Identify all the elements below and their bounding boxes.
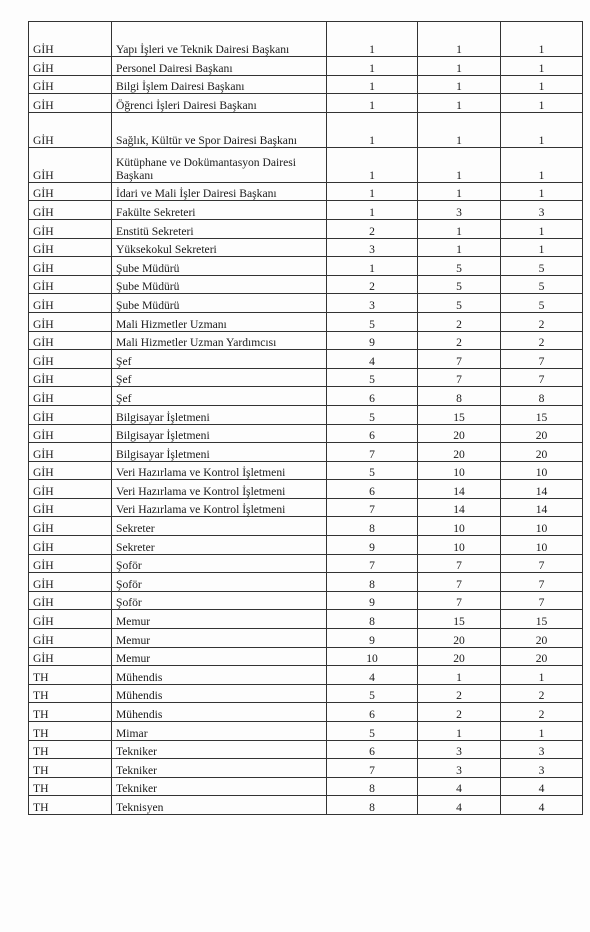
count-cell: 1 [418,22,501,57]
table-row [29,312,583,331]
position-title-cell: Yapı İşleri ve Teknik Dairesi Başkanı [112,22,327,57]
total-count-cell: 1 [501,147,583,182]
position-title-cell: Personel Dairesi Başkanı [112,57,327,76]
total-count-cell: 2 [501,312,583,331]
grade-cell: 1 [327,112,418,147]
grade-cell: 8 [327,517,418,536]
count-cell: 1 [418,112,501,147]
table-row [29,554,583,573]
class-cell: GİH [29,405,112,424]
position-title-cell: Mimar [112,722,327,741]
count-cell: 15 [418,405,501,424]
count-cell: 2 [418,703,501,722]
count-cell: 20 [418,443,501,462]
table-row [29,666,583,685]
total-count-cell: 10 [501,517,583,536]
class-cell: GİH [29,257,112,276]
total-count-cell: 1 [501,22,583,57]
count-cell: 4 [418,796,501,815]
class-cell: GİH [29,75,112,94]
count-cell: 4 [418,777,501,796]
count-cell: 20 [418,629,501,648]
position-title-cell: Bilgisayar İşletmeni [112,443,327,462]
class-cell: GİH [29,201,112,220]
count-cell: 3 [418,759,501,778]
class-cell: GİH [29,182,112,201]
count-cell: 5 [418,257,501,276]
grade-cell: 4 [327,350,418,369]
count-cell: 2 [418,312,501,331]
class-cell: GİH [29,424,112,443]
total-count-cell: 20 [501,443,583,462]
class-cell: TH [29,703,112,722]
table-row [29,443,583,462]
count-cell: 10 [418,536,501,555]
count-cell: 1 [418,722,501,741]
class-cell: GİH [29,387,112,406]
table-row [29,424,583,443]
position-title-cell: Mühendis [112,703,327,722]
table-row [29,629,583,648]
grade-cell: 1 [327,57,418,76]
table-row [29,498,583,517]
class-cell: GİH [29,331,112,350]
position-title-cell: Kütüphane ve Dokümantasyon Dairesi Başkanı [112,147,327,182]
grade-cell: 1 [327,257,418,276]
count-cell: 5 [418,294,501,313]
count-cell: 1 [418,219,501,238]
total-count-cell: 1 [501,57,583,76]
count-cell: 1 [418,147,501,182]
table-row [29,75,583,94]
table-row [29,536,583,555]
total-count-cell: 7 [501,591,583,610]
class-cell: GİH [29,517,112,536]
total-count-cell: 3 [501,740,583,759]
position-title-cell: Mali Hizmetler Uzman Yardımcısı [112,331,327,350]
grade-cell: 5 [327,684,418,703]
total-count-cell: 5 [501,294,583,313]
grade-cell: 3 [327,238,418,257]
total-count-cell: 2 [501,703,583,722]
position-title-cell: Yüksekokul Sekreteri [112,238,327,257]
class-cell: TH [29,722,112,741]
position-title-cell: Memur [112,610,327,629]
table-row [29,201,583,220]
table-row [29,368,583,387]
table-row [29,461,583,480]
grade-cell: 2 [327,219,418,238]
grade-cell: 5 [327,368,418,387]
count-cell: 20 [418,424,501,443]
position-title-cell: Şef [112,350,327,369]
count-cell: 8 [418,387,501,406]
table-row [29,740,583,759]
class-cell: GİH [29,147,112,182]
total-count-cell: 1 [501,94,583,113]
total-count-cell: 1 [501,182,583,201]
count-cell: 1 [418,238,501,257]
class-cell: GİH [29,480,112,499]
table-row [29,219,583,238]
class-cell: GİH [29,368,112,387]
count-cell: 2 [418,331,501,350]
table-row [29,257,583,276]
count-cell: 7 [418,554,501,573]
grade-cell: 5 [327,722,418,741]
table-row [29,331,583,350]
count-cell: 1 [418,75,501,94]
table-row [29,759,583,778]
table-row [29,796,583,815]
total-count-cell: 1 [501,75,583,94]
total-count-cell: 7 [501,368,583,387]
grade-cell: 8 [327,610,418,629]
total-count-cell: 15 [501,405,583,424]
position-title-cell: Veri Hazırlama ve Kontrol İşletmeni [112,498,327,517]
class-cell: GİH [29,573,112,592]
position-title-cell: Mühendis [112,666,327,685]
table-body [29,22,583,815]
total-count-cell: 7 [501,573,583,592]
table-row [29,703,583,722]
table-row [29,182,583,201]
grade-cell: 9 [327,331,418,350]
count-cell: 10 [418,461,501,480]
class-cell: GİH [29,312,112,331]
table-row [29,147,583,182]
total-count-cell: 1 [501,112,583,147]
grade-cell: 9 [327,591,418,610]
position-title-cell: Veri Hazırlama ve Kontrol İşletmeni [112,480,327,499]
table-row [29,573,583,592]
table-row [29,57,583,76]
class-cell: GİH [29,443,112,462]
grade-cell: 1 [327,182,418,201]
total-count-cell: 5 [501,257,583,276]
grade-cell: 6 [327,740,418,759]
count-cell: 3 [418,201,501,220]
grade-cell: 1 [327,94,418,113]
position-title-cell: Sekreter [112,536,327,555]
position-title-cell: Mali Hizmetler Uzmanı [112,312,327,331]
table-row [29,112,583,147]
class-cell: GİH [29,610,112,629]
total-count-cell: 20 [501,647,583,666]
grade-cell: 9 [327,629,418,648]
position-title-cell: Öğrenci İşleri Dairesi Başkanı [112,94,327,113]
grade-cell: 7 [327,443,418,462]
table-row [29,275,583,294]
table-row [29,647,583,666]
total-count-cell: 14 [501,480,583,499]
position-title-cell: Şoför [112,573,327,592]
grade-cell: 9 [327,536,418,555]
position-title-cell: Şube Müdürü [112,257,327,276]
class-cell: TH [29,777,112,796]
count-cell: 3 [418,740,501,759]
total-count-cell: 7 [501,554,583,573]
count-cell: 1 [418,94,501,113]
grade-cell: 5 [327,405,418,424]
position-title-cell: Şef [112,387,327,406]
class-cell: GİH [29,275,112,294]
count-cell: 2 [418,684,501,703]
staff-positions-table [28,21,583,815]
class-cell: GİH [29,591,112,610]
position-title-cell: Tekniker [112,759,327,778]
count-cell: 7 [418,350,501,369]
total-count-cell: 7 [501,350,583,369]
position-title-cell: Şoför [112,554,327,573]
position-title-cell: Memur [112,647,327,666]
count-cell: 14 [418,480,501,499]
position-title-cell: Veri Hazırlama ve Kontrol İşletmeni [112,461,327,480]
class-cell: GİH [29,57,112,76]
position-title-cell: Bilgi İşlem Dairesi Başkanı [112,75,327,94]
position-title-cell: Bilgisayar İşletmeni [112,405,327,424]
class-cell: GİH [29,22,112,57]
position-title-cell: Şoför [112,591,327,610]
class-cell: TH [29,740,112,759]
table-row [29,517,583,536]
class-cell: GİH [29,238,112,257]
position-title-cell: Sağlık, Kültür ve Spor Dairesi Başkanı [112,112,327,147]
count-cell: 5 [418,275,501,294]
position-title-cell: Şube Müdürü [112,294,327,313]
count-cell: 1 [418,666,501,685]
grade-cell: 4 [327,666,418,685]
grade-cell: 3 [327,294,418,313]
grade-cell: 1 [327,201,418,220]
grade-cell: 1 [327,147,418,182]
position-title-cell: Şef [112,368,327,387]
position-title-cell: Teknisyen [112,796,327,815]
grade-cell: 1 [327,75,418,94]
class-cell: GİH [29,350,112,369]
total-count-cell: 4 [501,796,583,815]
class-cell: GİH [29,498,112,517]
table-row [29,405,583,424]
total-count-cell: 3 [501,759,583,778]
grade-cell: 6 [327,387,418,406]
grade-cell: 7 [327,498,418,517]
grade-cell: 5 [327,312,418,331]
table-row [29,722,583,741]
table-row [29,684,583,703]
position-title-cell: Tekniker [112,777,327,796]
class-cell: GİH [29,294,112,313]
position-title-cell: İdari ve Mali İşler Dairesi Başkanı [112,182,327,201]
total-count-cell: 14 [501,498,583,517]
table-row [29,610,583,629]
table-row [29,387,583,406]
table-row [29,591,583,610]
total-count-cell: 5 [501,275,583,294]
position-title-cell: Bilgisayar İşletmeni [112,424,327,443]
total-count-cell: 20 [501,424,583,443]
total-count-cell: 1 [501,666,583,685]
class-cell: TH [29,796,112,815]
grade-cell: 8 [327,573,418,592]
class-cell: GİH [29,536,112,555]
total-count-cell: 1 [501,722,583,741]
class-cell: GİH [29,647,112,666]
total-count-cell: 4 [501,777,583,796]
class-cell: TH [29,684,112,703]
class-cell: TH [29,759,112,778]
table-row [29,238,583,257]
total-count-cell: 2 [501,331,583,350]
grade-cell: 6 [327,480,418,499]
total-count-cell: 15 [501,610,583,629]
total-count-cell: 1 [501,238,583,257]
class-cell: GİH [29,219,112,238]
position-title-cell: Memur [112,629,327,648]
position-title-cell: Sekreter [112,517,327,536]
count-cell: 10 [418,517,501,536]
total-count-cell: 20 [501,629,583,648]
count-cell: 1 [418,57,501,76]
position-title-cell: Mühendis [112,684,327,703]
grade-cell: 8 [327,796,418,815]
grade-cell: 8 [327,777,418,796]
class-cell: GİH [29,461,112,480]
count-cell: 14 [418,498,501,517]
total-count-cell: 10 [501,536,583,555]
table-row [29,294,583,313]
count-cell: 7 [418,591,501,610]
count-cell: 1 [418,182,501,201]
table-row [29,94,583,113]
position-title-cell: Tekniker [112,740,327,759]
table-row [29,480,583,499]
position-title-cell: Şube Müdürü [112,275,327,294]
total-count-cell: 2 [501,684,583,703]
grade-cell: 2 [327,275,418,294]
total-count-cell: 1 [501,219,583,238]
table-row [29,350,583,369]
table-row [29,22,583,57]
grade-cell: 7 [327,554,418,573]
table-row [29,777,583,796]
grade-cell: 1 [327,22,418,57]
class-cell: GİH [29,94,112,113]
total-count-cell: 3 [501,201,583,220]
grade-cell: 6 [327,703,418,722]
grade-cell: 5 [327,461,418,480]
position-title-cell: Fakülte Sekreteri [112,201,327,220]
grade-cell: 7 [327,759,418,778]
grade-cell: 10 [327,647,418,666]
count-cell: 7 [418,368,501,387]
total-count-cell: 10 [501,461,583,480]
class-cell: TH [29,666,112,685]
total-count-cell: 8 [501,387,583,406]
class-cell: GİH [29,554,112,573]
position-title-cell: Enstitü Sekreteri [112,219,327,238]
count-cell: 15 [418,610,501,629]
count-cell: 7 [418,573,501,592]
grade-cell: 6 [327,424,418,443]
class-cell: GİH [29,112,112,147]
count-cell: 20 [418,647,501,666]
class-cell: GİH [29,629,112,648]
